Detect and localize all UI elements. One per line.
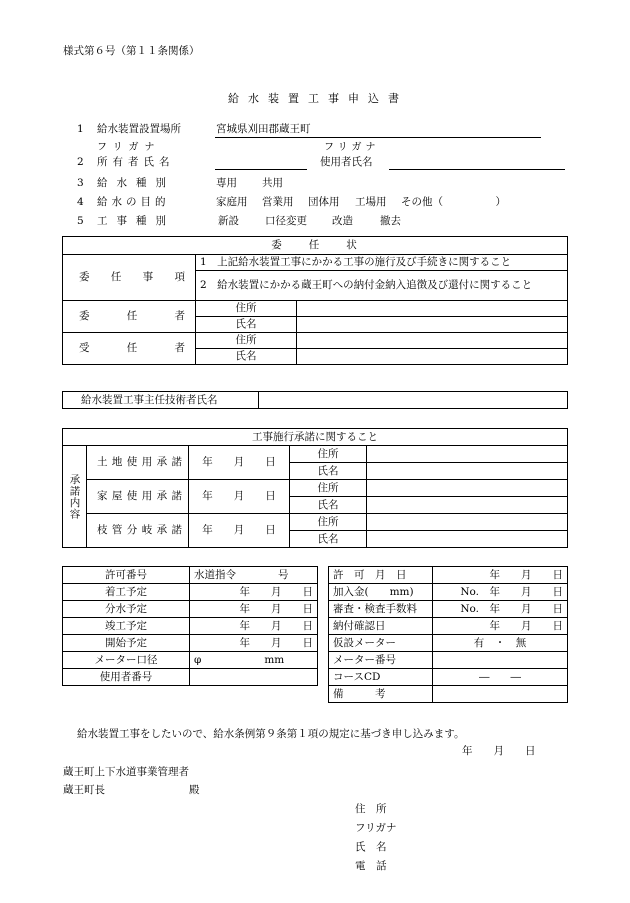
opt-other[interactable]: その他（ ） (401, 196, 506, 208)
juninsha-name-field[interactable] (297, 349, 568, 365)
user-name-field[interactable] (389, 169, 565, 170)
opt-dantai[interactable]: 団体用 (308, 196, 340, 208)
opt-eigyo[interactable]: 営業用 (262, 196, 294, 208)
admin-left-label: 開始予定 (63, 635, 190, 652)
juninsha-name-label: 氏名 (196, 349, 297, 365)
engineer-name-field[interactable] (259, 392, 568, 409)
inin-jiko-2: 2 給水装置にかかる蔵王町への納付金納入追徴及び還付に関すること (196, 271, 568, 301)
shodaku-row3-address-field[interactable] (367, 514, 568, 531)
application-statement: 給水装置工事をしたいので、給水条例第９条第１項の規定に基づき申し込みます。 (77, 728, 465, 740)
admin-left-value[interactable]: 年 月 日 (190, 635, 318, 652)
admin-right-label: 備 考 (329, 686, 433, 703)
admin-right-value[interactable]: No. 年 月 日 (433, 601, 568, 618)
opt-kyoyo[interactable]: 共用 (262, 177, 283, 189)
admin-left-value[interactable] (190, 669, 318, 686)
shodaku-row3-name-field[interactable] (367, 531, 568, 548)
admin-left-label: 竣工予定 (63, 618, 190, 635)
juninsha-label: 受任者 (63, 333, 196, 365)
shodaku-row1-date[interactable]: 年 月 日 (189, 446, 290, 480)
inin-title: 委 任 状 (63, 237, 568, 255)
juninsha-address-label: 住所 (196, 333, 297, 349)
inin-table (62, 236, 568, 365)
shodaku-row2-date[interactable]: 年 月 日 (189, 480, 290, 514)
admin-right-value[interactable] (433, 652, 568, 669)
shodaku-row2-address-field[interactable] (367, 480, 568, 497)
admin-right-label: メーター番号 (329, 652, 433, 669)
shodaku-row3-address-label: 住所 (290, 514, 367, 531)
item1-value[interactable]: 宮城県刈田郡蔵王町 (216, 123, 311, 135)
admin-left-value[interactable]: 年 月 日 (190, 584, 318, 601)
admin-left-label: メーター口径 (63, 652, 190, 669)
form-number: 様式第６号（第１１条関係） (63, 45, 200, 57)
ininsha-address-field[interactable] (297, 301, 568, 317)
item2-furigana-owner: フリガナ (97, 142, 161, 153)
admin-left-label: 許可番号 (63, 567, 190, 584)
item1-underline (215, 137, 541, 138)
item3-label: 給水種別 (97, 177, 175, 189)
admin-left-label: 使用者番号 (63, 669, 190, 686)
item2-label: 所有者氏名 (97, 156, 175, 168)
shodaku-row1-address-field[interactable] (367, 446, 568, 463)
shodaku-row3-name-label: 氏名 (290, 531, 367, 548)
engineer-label: 給水装置工事主任技術者氏名 (63, 392, 259, 409)
shodaku-row1-name-field[interactable] (367, 463, 568, 480)
admin-right-value[interactable]: ― ― (433, 669, 568, 686)
inin-jiko-1: 1 上記給水装置工事にかかる工事の施行及び手続きに関すること (196, 255, 568, 271)
honorific-dono: 殿 (189, 784, 200, 796)
admin-right-value[interactable]: 有 ・ 無 (433, 635, 568, 652)
addressee-manager: 蔵王町上下水道事業管理者 (63, 766, 189, 778)
admin-right-label: 加入金( mm) (329, 584, 433, 601)
opt-katei[interactable]: 家庭用 (216, 196, 248, 208)
item4-num: 4 (77, 196, 84, 208)
owner-name-field[interactable] (215, 169, 307, 170)
shodaku-row2-address-label: 住所 (290, 480, 367, 497)
page-title: 給水装置工事申込書 (228, 92, 408, 105)
ininsha-name-field[interactable] (297, 317, 568, 333)
applicant-name-label: 氏 名 (355, 841, 387, 853)
item4-label: 給水の目的 (97, 196, 170, 208)
admin-left-value[interactable]: φ mm (190, 652, 318, 669)
ininsha-label: 委任者 (63, 301, 196, 333)
admin-right-label: 納付確認日 (329, 618, 433, 635)
admin-right-value[interactable]: No. 年 月 日 (433, 584, 568, 601)
shodaku-row1-name-label: 氏名 (290, 463, 367, 480)
opt-tekkyo[interactable]: 撤去 (380, 215, 401, 227)
opt-kaizo[interactable]: 改造 (332, 215, 353, 227)
applicant-address-label: 住 所 (355, 803, 387, 815)
juninsha-address-field[interactable] (297, 333, 568, 349)
shodaku-row1-address-label: 住所 (290, 446, 367, 463)
shodaku-title: 工事施行承諾に関すること (63, 429, 568, 446)
shodaku-row2-name-label: 氏名 (290, 497, 367, 514)
ininsha-address-label: 住所 (196, 301, 297, 317)
inin-jiko-label: 委任事項 (63, 255, 196, 301)
admin-right-label: 許 可 月 日 (329, 567, 433, 584)
opt-shinsetsu[interactable]: 新設 (218, 215, 239, 227)
admin-right-label: コースCD (329, 669, 433, 686)
ininsha-name-label: 氏名 (196, 317, 297, 333)
shodaku-table (62, 428, 568, 548)
admin-right-value[interactable]: 年 月 日 (433, 567, 568, 584)
item2-num: 2 (77, 156, 84, 168)
shodaku-side-label: 承諾内容 (63, 446, 87, 548)
admin-left-value[interactable]: 年 月 日 (190, 618, 318, 635)
item1-label: 給水装置設置場所 (97, 123, 181, 135)
admin-right-table (328, 566, 568, 703)
shodaku-row3-label: 枝管分岐承諾 (87, 514, 189, 548)
applicant-furigana-label: フリガナ (355, 822, 397, 834)
shodaku-row2-label: 家屋使用承諾 (87, 480, 189, 514)
shodaku-row1-label: 土地使用承諾 (87, 446, 189, 480)
admin-right-label: 仮設メーター (329, 635, 433, 652)
admin-right-value[interactable] (433, 686, 568, 703)
opt-kojo[interactable]: 工場用 (355, 196, 387, 208)
application-date[interactable]: 年 月 日 (462, 745, 536, 757)
item5-label: 工事種別 (97, 215, 175, 227)
opt-kokei[interactable]: 口径変更 (265, 215, 307, 227)
admin-left-table (62, 566, 318, 686)
addressee-mayor: 蔵王町長 (63, 784, 105, 796)
item2-label-user: 使用者氏名 (320, 156, 373, 168)
admin-left-label: 着工予定 (63, 584, 190, 601)
opt-senyo[interactable]: 専用 (216, 177, 237, 189)
applicant-phone-label: 電 話 (355, 860, 387, 872)
admin-right-value[interactable]: 年 月 日 (433, 618, 568, 635)
item2-furigana-user: フリガナ (324, 142, 380, 153)
engineer-table (62, 391, 568, 409)
admin-right-label: 審査・検査手数料 (329, 601, 433, 618)
shodaku-row3-date[interactable]: 年 月 日 (189, 514, 290, 548)
admin-left-value[interactable]: 年 月 日 (190, 601, 318, 618)
item5-num: 5 (77, 215, 84, 227)
admin-left-value[interactable]: 水道指令 号 (190, 567, 318, 584)
shodaku-row2-name-field[interactable] (367, 497, 568, 514)
item3-num: 3 (77, 177, 84, 189)
item1-num: 1 (77, 123, 84, 135)
admin-left-label: 分水予定 (63, 601, 190, 618)
